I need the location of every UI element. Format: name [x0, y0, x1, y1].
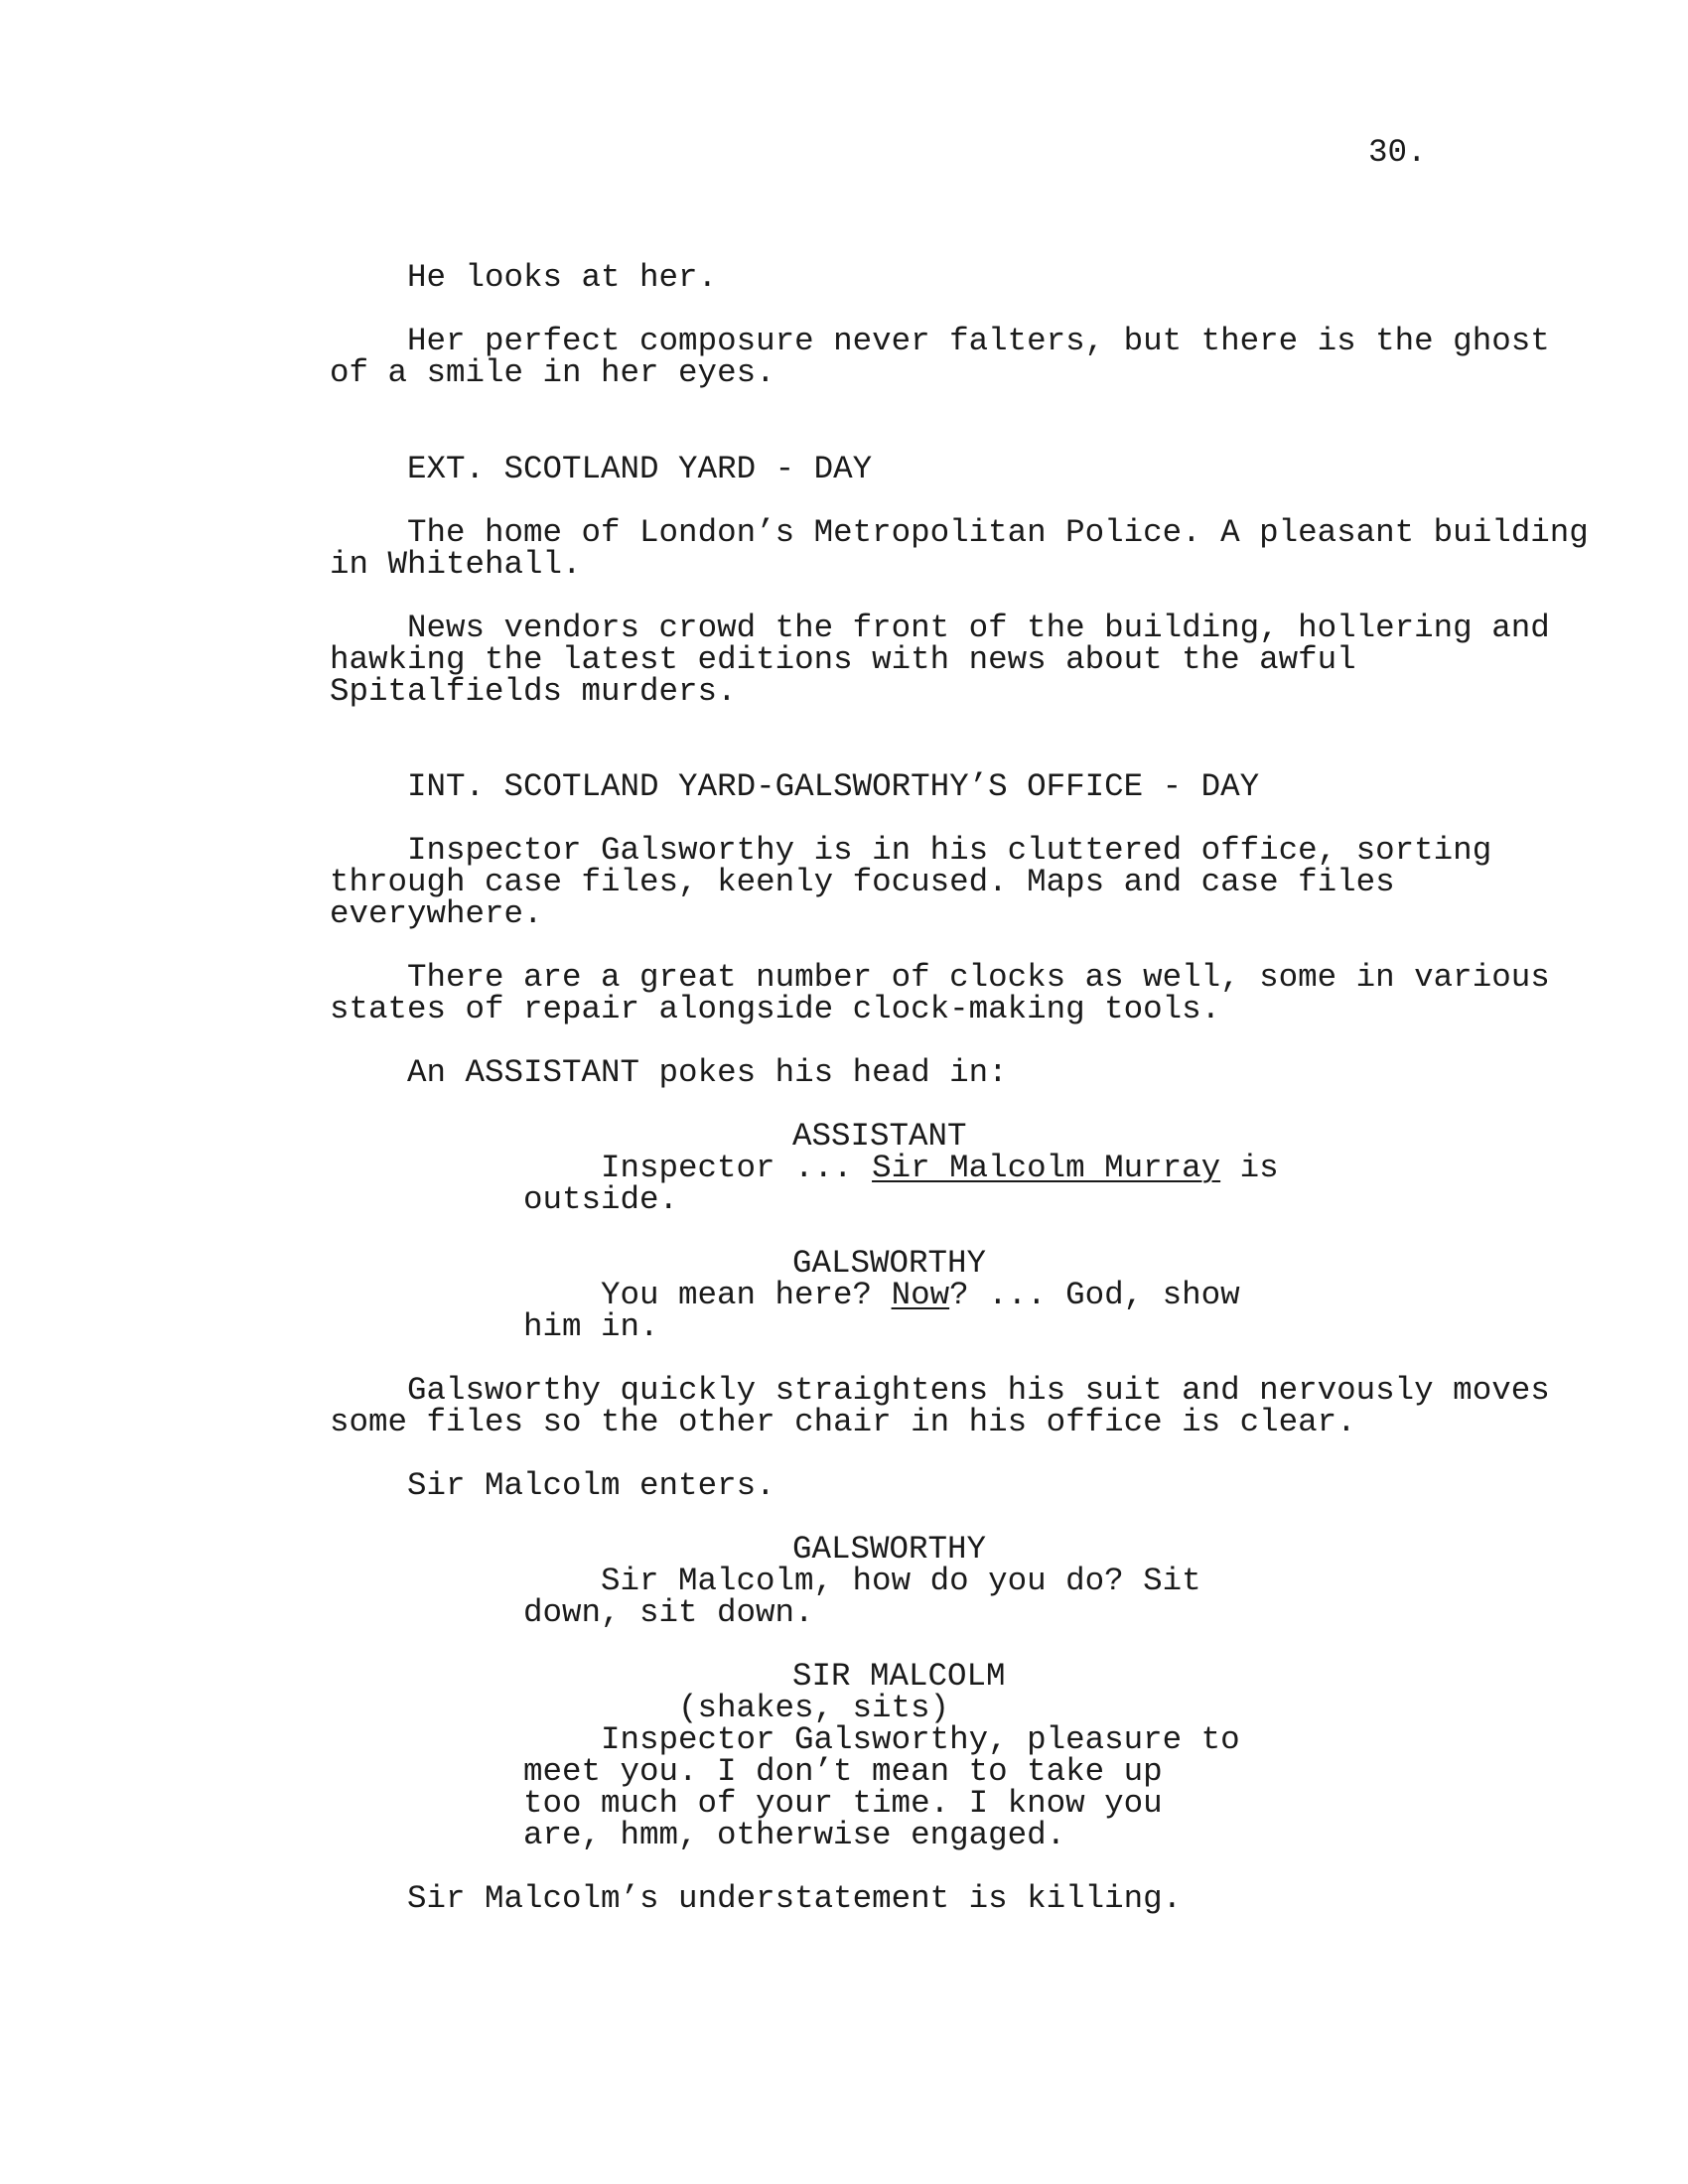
action-text: Inspector Galsworthy is in his cluttered office, sorting [407, 832, 1492, 869]
parenthetical-text: (shakes, sits) [678, 1690, 950, 1726]
action-text: He looks at her. [407, 259, 718, 296]
action-text: states of repair alongside clock-making tools. [330, 991, 1221, 1027]
action-text: some files so the other chair in his office is clear. [330, 1404, 1356, 1440]
dialogue-line: Sir Malcolm, how do you do? Sit [601, 1563, 1201, 1599]
character-name: GALSWORTHY [792, 1531, 987, 1568]
action-text: Sir Malcolm enters. [407, 1467, 775, 1504]
dialogue-line: down, sit down. [523, 1594, 814, 1631]
underlined-emphasis: Sir Malcolm Murray [872, 1150, 1221, 1186]
action-text: through case files, keenly focused. Maps and case files [330, 864, 1395, 900]
dialogue-line: him in. [523, 1308, 659, 1345]
action-line [330, 1851, 1182, 1947]
dialogue-line: meet you. I don’t mean to take up [523, 1753, 1163, 1790]
character-name: ASSISTANT [792, 1118, 967, 1155]
scene-heading-text: INT. SCOTLAND YARD-GALSWORTHY’S OFFICE - DAY [407, 768, 1260, 805]
action-text: Spitalfields murders. [330, 673, 737, 710]
character-name: GALSWORTHY [792, 1245, 987, 1282]
dialogue-line: are, hmm, otherwise engaged. [523, 1817, 1066, 1853]
dialogue-line: You mean here? Now? ... God, show [601, 1277, 1240, 1313]
dialogue-line: outside. [523, 1181, 679, 1218]
character-name: SIR MALCOLM [792, 1658, 1006, 1695]
action-text: hawking the latest editions with news about the awful [330, 641, 1356, 678]
dialogue-line: Inspector Galsworthy, pleasure to [601, 1721, 1240, 1758]
action-text: Her perfect composure never falters, but there is the ghost [407, 323, 1550, 359]
action-text: of a smile in her eyes. [330, 354, 775, 391]
action-text: The home of London’s Metropolitan Police. A pleasant building [407, 514, 1589, 551]
action-text: An ASSISTANT pokes his head in: [407, 1054, 1008, 1091]
action-line [330, 581, 1550, 740]
action-text: Sir Malcolm’s understatement is killing. [407, 1880, 1183, 1917]
page-number: 30. [1368, 134, 1427, 171]
action-text: News vendors crowd the front of the building, hollering and [407, 610, 1550, 646]
action-text: There are a great number of clocks as well, some in various [407, 959, 1550, 996]
action-text: in Whitehall. [330, 546, 582, 583]
action-text: everywhere. [330, 895, 543, 932]
underlined-emphasis: Now [891, 1277, 950, 1313]
dialogue-line: Inspector ... Sir Malcolm Murray is [601, 1150, 1279, 1186]
dialogue-line: too much of your time. I know you [523, 1785, 1163, 1822]
action-text: Galsworthy quickly straightens his suit and nervously moves [407, 1372, 1550, 1409]
action-line [330, 1438, 775, 1534]
scene-heading-text: EXT. SCOTLAND YARD - DAY [407, 451, 873, 487]
action-line [330, 294, 1550, 421]
